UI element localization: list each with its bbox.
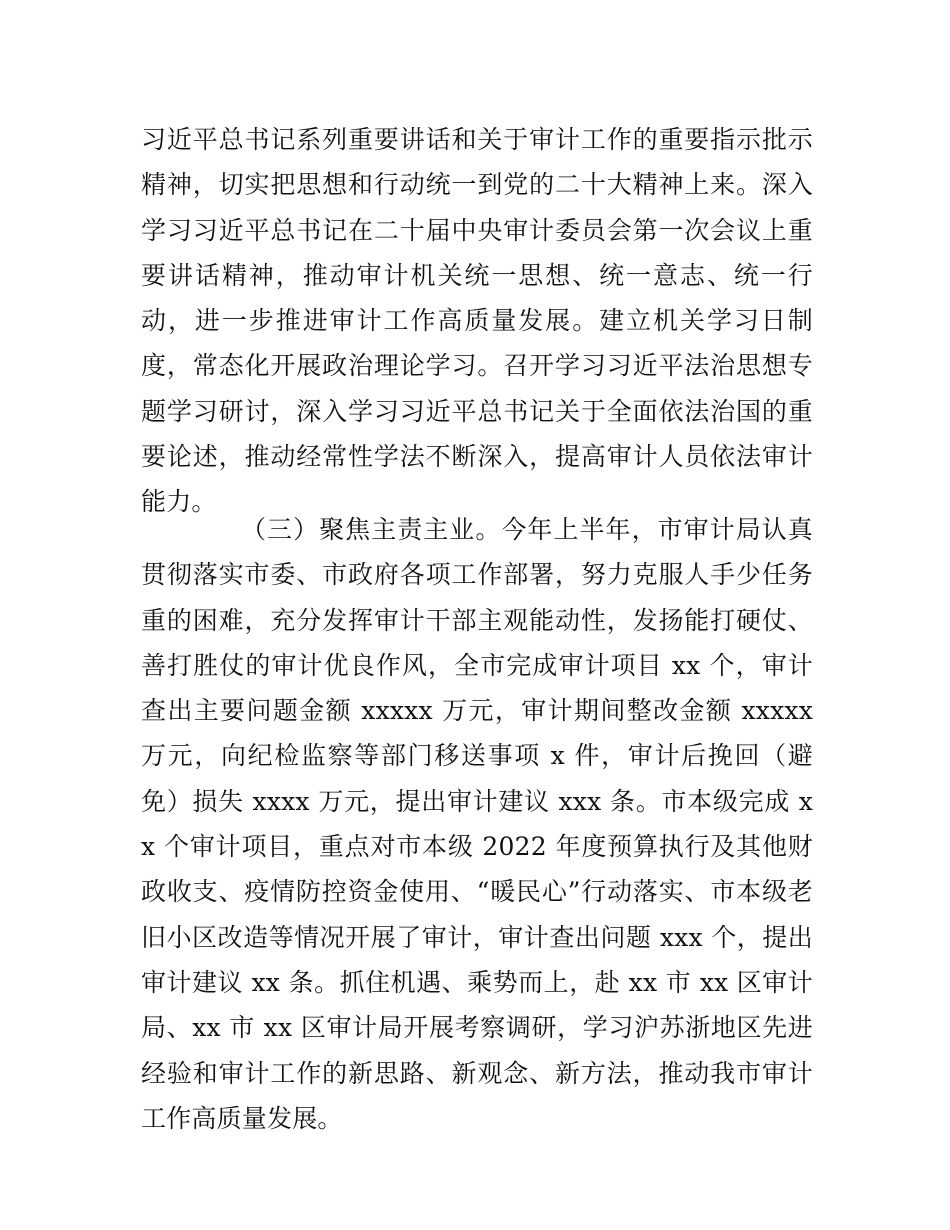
body-paragraph-main-duties: （三）聚焦主责主业。今年上半年，市审计局认真贯彻落实市委、市政府各项工作部署，努力克服人手少任务重的困难，充分发挥审计干部主观能动性，发扬能打硬仗、善打胜仗的审计优良作风，全市完成审计项目 xx 个，审计查出主要问题金额 xxxxx 万元，审计期间整改金额 xxxxx 万元，向纪检监察等部门移送事项 x 件，审计后挽回（避免）损失 xxxx 万元，提出审计建议 xxx 条。市本级完成 xx 个审计项目，重点对市本级 2022 年度预算执行及其他财政收支、疫情防控资金使用、“暖民心”行动落实、市本级老旧小区改造等情况开展了审计，审计查出问题 xxx 个，提出审计建议 xx 条。抓住机遇、乘势而上，赴 xx 市 xx 区审计局、xx 市 xx 区审计局开展考察调研，学习沪苏浙地区先进经验和审计工作的新思路、新观念、新方法，推动我市审计工作高质量发展。	[141, 515, 813, 1133]
body-paragraph-study: 习近平总书记系列重要讲话和关于审计工作的重要指示批示精神，切实把思想和行动统一到党的二十大精神上来。深入学习习近平总书记在二十届中央审计委员会第一次会议上重要讲话精神，推动审计机关统一思想、统一意志、统一行动，进一步推进审计工作高质量发展。建立机关学习日制度，常态化开展政治理论学习。召开学习习近平法治思想专题学习研讨，深入学习习近平总书记关于全面依法治国的重要论述，推动经常性学法不断深入，提高审计人员依法审计能力。	[141, 125, 813, 517]
